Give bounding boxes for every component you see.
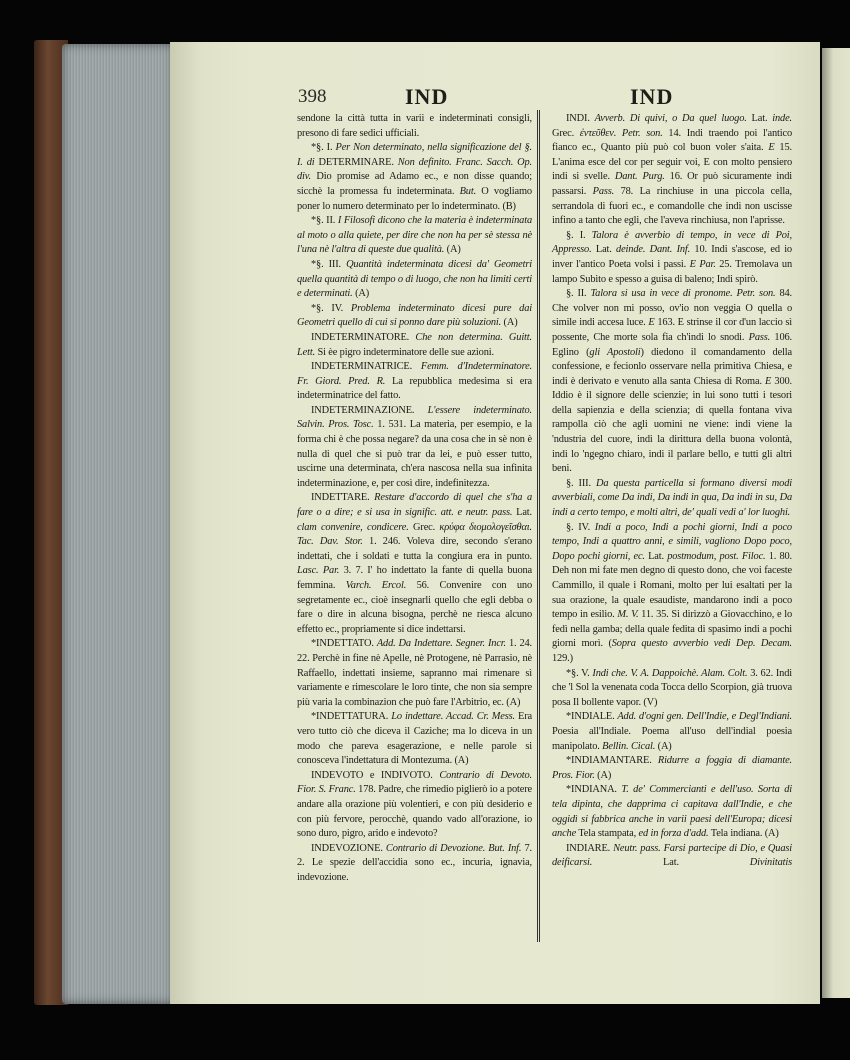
entry-text: Grec. <box>552 127 580 139</box>
dictionary-entry <box>297 710 532 768</box>
entry-text: La repubblica medesima si era indeterminatrice del fatto. <box>297 375 532 402</box>
entry-text: 129.) <box>552 652 573 664</box>
entry-italic-text: Talora è avverbio di tempo, in vece di Poi, Appresso. <box>552 229 792 256</box>
dictionary-entry <box>552 229 792 287</box>
entry-italic-text: Dant. Purg. <box>614 171 665 183</box>
entry-italic-text: Restare d'accordo di quel che s'ha a fare o a dire; e si usa in signific. att. e neutr. pass. <box>297 492 532 519</box>
entry-italic-text: But. <box>459 185 477 197</box>
column-divider <box>537 110 540 942</box>
entry-italic-text: Ridurre a foggia di diamante. Pros. Fior. <box>552 755 792 781</box>
entry-text: (A) <box>444 244 461 256</box>
entry-text: §. I. <box>566 229 592 241</box>
entry-text: INDEVOTO e INDIVOTO. <box>311 769 440 781</box>
entry-italic-text: Neutr. pass. Farsi partecipe di Dio, e Quasi deificarsi. <box>552 842 793 869</box>
entry-text: 106. Eglino ( <box>552 331 792 358</box>
entry-italic-text: Sopra questo avverbio vedi Dep. Decam. <box>611 638 792 650</box>
entry-text: 10. Indi s'ascose, ed io inver l'antico Poeta volsi i passi. <box>552 244 792 270</box>
right-column <box>552 112 792 871</box>
entry-text: *INDIANA. <box>566 784 622 796</box>
entry-text: 25. Tremolava un lampo Subito e spesso a guisa di baleno; Indi spirò. <box>552 258 792 285</box>
entry-italic-text: E <box>648 317 655 329</box>
entry-italic-text: Indi a poco, Indi a pochi giorni, Indi a poco tempo, Indi a quattro anni, e simili, vagliono Dopo poco, Dopo pochi giorni, ec. <box>552 521 792 562</box>
entry-text: Lat. <box>592 857 750 869</box>
entry-italic-text: deinde. Dant. Inf. <box>616 244 691 256</box>
entry-italic-text: T. de' Commercianti e dell'uso. Sorta di tela dipinta, che dapprima ci capitava dall'Indie, e che oggidì si fabbrica anche in varii paesi dell'Europa; dicesi anche <box>552 784 792 840</box>
entry-italic-text: Bellin. Cical. <box>602 740 656 752</box>
entry-text: DETERMINARE. <box>318 156 398 168</box>
entry-text: 84. Che volver non mi posso, ov'io non veggia O quella o simile indi accesa luce. <box>552 288 792 329</box>
entry-text: ) diedono il comandamento della confessione, e fecionlo osservare nella primitiva Chiesa, e indi è derivato e venuto alla santa Chiesa di Roma. <box>552 346 792 387</box>
dictionary-entry <box>552 783 792 841</box>
entry-italic-text: I Filosofi dicono che la materia è indeterminata al moto o alla quiete, per dire che non ha per sè stessa nè l'una nè l'altra di queste due qualità. <box>297 215 532 256</box>
entry-text: 300. Iddio è il signore delle scienzie; in lui sono tutti i tesori della sapienzia e della scienzia; di quella fontana viva rampolla ciò che agli uomini ne viene: indi viene la 'ndustria del cuore, indi la dirittura della buona volontà, indi lo 'ngegno chiaro, indi il parlare bello, e tutti gli altri beni. <box>552 375 792 475</box>
entry-text: Dio promise ad Adamo ec., e non disse quando; sicchè la promessa fu indeterminata. <box>297 171 532 197</box>
entry-text: Lat. <box>591 244 617 256</box>
entry-italic-text: postmodum, post. Filoc. <box>667 550 766 562</box>
entry-italic-text: Talora si usa in vece di pronome. Petr. son. <box>590 288 776 300</box>
entry-italic-text: Da questa particella si formano diversi modi avverbiali, come Da indi, Da indi in qua, Da indi in su, Da indi a certo tempo, e molti altri, de' quali vedi a' lor luoghi. <box>552 477 792 519</box>
entry-text: (A) <box>501 317 518 329</box>
entry-text: Era vero tutto ciò che diceva il Caziche; ma lo diceva in un modo che pareva esagerazione, e nelle parole si conosceva l'indettatura di Montezuma. (A) <box>297 711 532 767</box>
dictionary-entry <box>297 302 532 331</box>
entry-italic-text: Femm. d'Indeterminatore. Fr. Giord. Pred. R. <box>297 361 532 387</box>
entry-text: 14. Indi traendo poi l'antico fianco ec., Quanto più può col buon voler s'aita. <box>552 127 793 154</box>
entry-italic-text: ed in forza d'add. <box>638 828 709 840</box>
dictionary-entry <box>552 287 792 477</box>
entry-text: 3. 62. Indi che 'l Sol la venenata coda Tocca dello Scorpion, già truova posa Il bollente vapor. (V) <box>552 667 792 708</box>
entry-text: INDETERMINAZIONE. <box>311 404 428 416</box>
entry-italic-text: Non definito. Franc. Sacch. Op. div. <box>297 156 532 183</box>
entry-text: 7. 2. Le spezie dell'accidia sono ec., incuria, ignavia, indevozione. <box>297 842 532 883</box>
entry-text: (A) <box>655 740 672 752</box>
entry-italic-text: ἐντεῦθεν. Petr. son. <box>579 127 663 139</box>
dictionary-entry <box>297 112 532 141</box>
dictionary-entry <box>297 331 532 360</box>
entry-italic-text: Pass. <box>748 331 771 343</box>
dictionary-entry <box>297 842 532 886</box>
entry-text: *§. I. <box>311 142 336 154</box>
running-head-left: IND <box>405 84 449 109</box>
entry-text: INDETTARE. <box>311 492 375 504</box>
entry-text: Lat. <box>746 113 773 124</box>
entry-italic-text: Contrario di Devozione. But. Inf. <box>385 842 522 854</box>
dictionary-entry <box>552 667 792 711</box>
dictionary-entry <box>297 769 532 842</box>
dictionary-entry <box>552 710 792 754</box>
entry-italic-text: Quantità indeterminata dicesi da' Geometri quella quantità di tempo o di luogo, che non ha limiti certi e determinati. <box>297 258 532 300</box>
dictionary-entry <box>552 477 792 521</box>
dictionary-entry <box>297 404 532 492</box>
entry-text: INDEVOZIONE. <box>311 842 386 854</box>
entry-text: 1. 531. La materia, per esempio, e la forma chi è che possa negare? da una cosa che in sè non è nulla di quel che si può trar da lei, e può esser tutto, uscirne una determinata, ch'era nascosa nella sua infinita indeterminazione, e, per così dire, indefinitezza. <box>297 419 533 489</box>
dictionary-entry <box>297 360 532 404</box>
entry-italic-text: L'essere indeterminato. Salvin. Pros. Tosc. <box>297 404 532 431</box>
dictionary-entry <box>297 491 532 637</box>
entry-italic-text: E <box>765 375 772 387</box>
entry-italic-text: Indi che. V. A. Dappoichè. Alam. Colt. <box>592 667 748 679</box>
entry-italic-text: Per Non determinato, nella significazione del §. I. di <box>297 142 532 168</box>
entry-text: 178. Padre, che rimedio piglierò io a potere andare alla orazione più volentieri, e con più desiderio e con più fervore, perocchè, quando vado all'orazione, io sono duro, pigro, arido e indevoto? <box>297 784 532 840</box>
entry-text: §. IV. <box>566 521 595 533</box>
entry-text: 3. 7. I' ho indettato la fante di quella buona femmina. <box>297 565 532 591</box>
entry-text: Tela indiana. (A) <box>708 828 779 840</box>
entry-text: INDIARE. <box>566 842 614 854</box>
entry-italic-text: Lo indettare. Accad. Cr. Mess. <box>391 711 515 723</box>
dictionary-entry <box>297 141 532 214</box>
entry-italic-text: Add. d'ogni gen. Dell'Indie, e Degl'Indiani. <box>617 711 792 723</box>
entry-italic-text: Che non determina. Guitt. Lett. <box>297 331 532 358</box>
entry-italic-text: clam convenire, condicere. <box>297 521 409 533</box>
entry-italic-text: Problema indeterminato dicesi pure dai Geometri quello di cui si ponno dare più soluzioni. <box>297 302 532 329</box>
page-edges <box>62 44 174 1004</box>
entry-text: sendone la città tutta in varii e indeterminati consigli, presono di fare sedici ufficiali. <box>297 113 532 139</box>
dictionary-entry <box>552 521 792 667</box>
entry-text: 1. 24. 22. Perchè in fine nè Apelle, nè Protogene, nè Parrasio, nè Raffaello, indettati insieme, sapranno mai rimenare sì variamente e rimescolare le loro tinte, che non sia sempre più varia la combinazion che può fare l'Arbitrio, ec. (A) <box>297 638 532 708</box>
running-head-right: IND <box>630 84 674 109</box>
entry-text: Lat. <box>512 507 532 519</box>
entry-text: 1. 246. Voleva dire, secondo s'erano indettati, che i soldati e tutta la congiura era in punto. <box>297 536 533 562</box>
entry-text: Si èe pigro indeterminatore delle sue azioni. <box>315 346 494 358</box>
entry-italic-text: Contrario di Devoto. Fior. S. Franc. <box>297 769 533 796</box>
entry-text: (A) <box>352 288 370 300</box>
entry-text: *§. II. <box>311 215 338 227</box>
entry-text: 1. 80. Deh non mi fate men degno di questo dono, che voi faceste Cammillo, il quale i Romani, molto per lui esaltati per la sua orazione, la quale esaudiste, mandarono indi a poco tempo in esilio. <box>552 550 793 621</box>
dictionary-entry <box>552 754 792 783</box>
entry-text: 78. La rinchiuse in una piccola cella, serrandola di fuori ec., e comandolle che indi non uscisse infino a tanto che egli, che l'aveva rinchiusa, non l'aprisse. <box>552 185 792 227</box>
entry-text: *INDIAMANTARE. <box>566 755 658 767</box>
entry-text: Poesia all'Indiale. Poema all'uso dell'indial poesia manipolato. <box>552 725 792 752</box>
entry-text: 56. Convenire con uno segretamente ec., cioè insegnarli quello che egli debba o fare o dire in alcuna bisogna, perchè ne riesca alcuno effetto ec., propriamente si dice indettarsi. <box>297 580 532 635</box>
entry-text: O vogliamo poner lo numero determinato per lo indeterminato. (B) <box>297 185 532 212</box>
entry-text: 15. L'anima esce del cor per seguir voi, E con molto pensiero indi si svelle. <box>552 142 792 183</box>
entry-text: 16. Or può sicuramente indi passarsi. <box>552 171 792 197</box>
entry-text: Lat. <box>644 550 668 562</box>
entry-text: (A) <box>594 769 612 781</box>
entry-italic-text: E Par. <box>689 258 716 270</box>
dictionary-entry <box>297 258 532 302</box>
entry-text: 163. E strinse il cor d'un laccio sì possente, Che morte sola fia ch'indi lo snodi. <box>552 317 793 343</box>
entry-italic-text: Divinitatis <box>749 857 792 869</box>
entry-italic-text: M. V. <box>617 609 639 621</box>
left-column <box>297 112 532 885</box>
dictionary-entry <box>552 112 792 229</box>
entry-text: *INDIALE. <box>566 711 618 723</box>
entry-italic-text: Avverb. Di quivi, o Da quel luogo. <box>594 113 747 124</box>
facing-page-edge <box>822 48 850 998</box>
entry-text: *§. III. <box>311 258 347 270</box>
dictionary-entry <box>297 637 532 710</box>
entry-text: §. II. <box>566 288 591 300</box>
dictionary-entry <box>297 214 532 258</box>
entry-text: Grec. <box>408 521 440 533</box>
entry-text: *INDETTATO. <box>311 638 377 650</box>
entry-text: *INDETTATURA. <box>311 711 392 723</box>
entry-italic-text: inde. <box>772 113 792 124</box>
entry-text: INDI. <box>566 113 595 124</box>
page-number: 398 <box>298 86 327 107</box>
entry-text: *§. V. <box>566 667 593 679</box>
entry-text: INDETERMINATRICE. <box>311 361 421 373</box>
entry-italic-text: Varch. Ercol. <box>345 580 407 591</box>
entry-italic-text: Lasc. Par. <box>297 565 340 577</box>
entry-italic-text: gli Apostoli <box>589 346 641 358</box>
entry-text: §. III. <box>566 477 596 489</box>
entry-italic-text: E <box>768 142 775 154</box>
entry-text: *§. IV. <box>311 302 351 314</box>
entry-italic-text: Add. Da Indettare. Segner. Incr. <box>376 638 506 650</box>
entry-text: INDETERMINATORE. <box>311 331 416 343</box>
entry-italic-text: κρύφα διομολογεῖσθαι. Tac. Dav. Stor. <box>297 521 532 548</box>
entry-italic-text: Pass. <box>592 185 615 197</box>
entry-text: Tela stampata, <box>576 828 639 840</box>
dictionary-entry <box>552 842 792 871</box>
entry-text: 11. 35. Si dirizzò a Giovacchino, e lo fedì nella gamba; della quale fedita di spasimo indi a pochi giorni morì. ( <box>552 609 792 650</box>
